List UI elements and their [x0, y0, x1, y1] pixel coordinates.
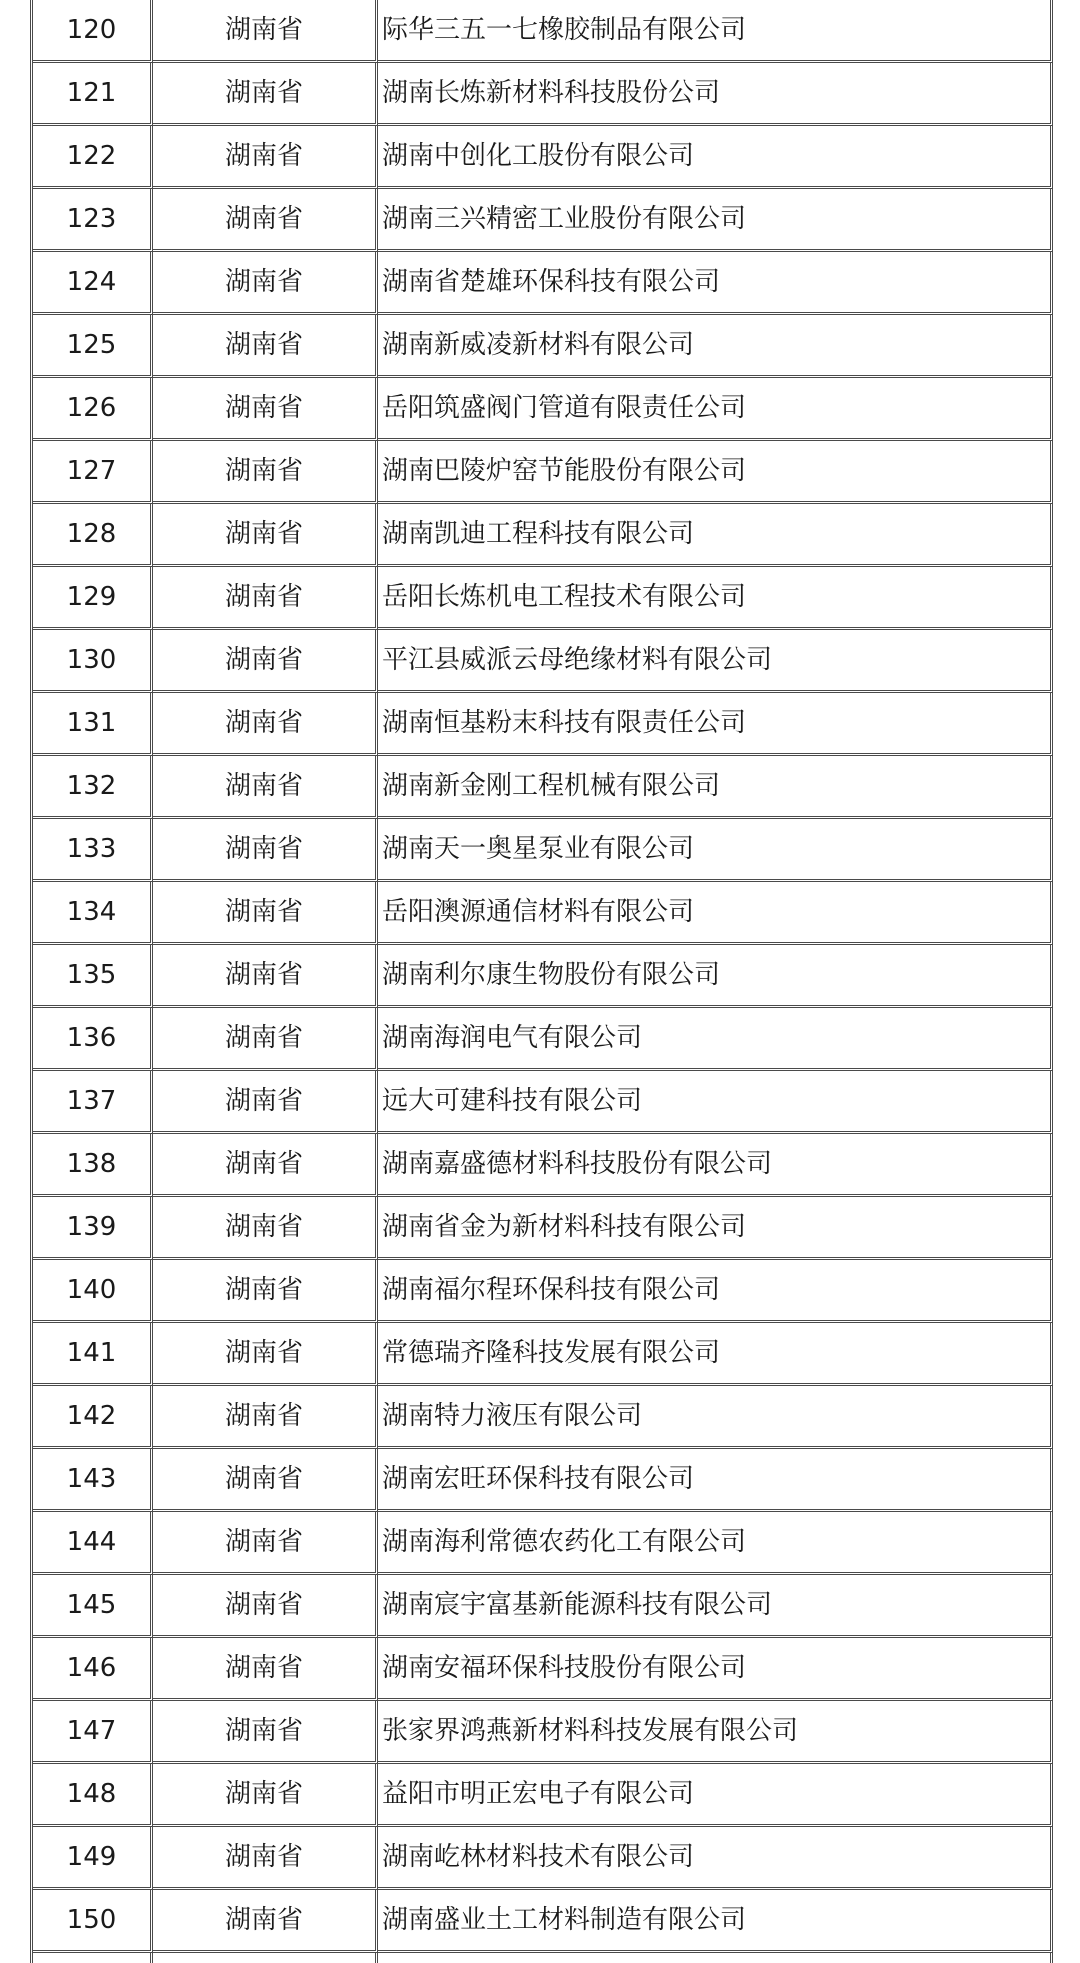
- company-name-cell: 湖南巴陵炉窑节能股份有限公司: [378, 441, 1053, 504]
- province-cell: 湖南省: [153, 1071, 378, 1134]
- table-row: [33, 1449, 1053, 1512]
- table-row: [33, 504, 1053, 567]
- table-row: [33, 1575, 1053, 1638]
- row-number-cell: 126: [33, 378, 153, 441]
- company-name-cell: 湖南宏旺环保科技有限公司: [378, 1449, 1053, 1512]
- company-list-sheet: [30, 0, 1050, 1963]
- table-row: [33, 567, 1053, 630]
- province-cell: 湖南省: [153, 882, 378, 945]
- row-number-cell: 142: [33, 1386, 153, 1449]
- table-row: [33, 819, 1053, 882]
- table-row: [33, 1764, 1053, 1827]
- province-cell: 湖南省: [153, 315, 378, 378]
- table-row: [33, 1512, 1053, 1575]
- province-cell: 湖南省: [153, 252, 378, 315]
- company-name-cell: 湖南新金刚工程机械有限公司: [378, 756, 1053, 819]
- table-row: [33, 1701, 1053, 1764]
- province-cell: 湖南省: [153, 1827, 378, 1890]
- company-name-cell: 湖南利尔康生物股份有限公司: [378, 945, 1053, 1008]
- province-cell: 湖南省: [153, 1764, 378, 1827]
- table-row: [33, 315, 1053, 378]
- row-number-cell: 145: [33, 1575, 153, 1638]
- company-name-cell: 湖南长炼新材料科技股份公司: [378, 63, 1053, 126]
- row-number-cell: 148: [33, 1764, 153, 1827]
- province-cell: 湖南省: [153, 1575, 378, 1638]
- row-number-cell: 125: [33, 315, 153, 378]
- table-row: [33, 1008, 1053, 1071]
- table-row: [33, 882, 1053, 945]
- table-row: [33, 1386, 1053, 1449]
- province-cell: 湖南省: [153, 189, 378, 252]
- table-row: [33, 441, 1053, 504]
- row-number-cell: 129: [33, 567, 153, 630]
- company-name-cell: 湖南海润电气有限公司: [378, 1008, 1053, 1071]
- company-name-cell: 平江县威派云母绝缘材料有限公司: [378, 630, 1053, 693]
- company-name-cell: 湖南凯迪工程科技有限公司: [378, 504, 1053, 567]
- company-name-cell: 湖南嘉盛德材料科技股份有限公司: [378, 1134, 1053, 1197]
- company-name-cell: 岳阳澳源通信材料有限公司: [378, 882, 1053, 945]
- row-number-cell: 134: [33, 882, 153, 945]
- table-row: [33, 1197, 1053, 1260]
- company-name-cell: 张家界鸿燕新材料科技发展有限公司: [378, 1701, 1053, 1764]
- row-number-cell: 120: [33, 0, 153, 63]
- province-cell: 湖南省: [153, 1701, 378, 1764]
- province-cell: 湖南省: [153, 504, 378, 567]
- company-name-cell: 岳阳筑盛阀门管道有限责任公司: [378, 378, 1053, 441]
- row-number-cell: 146: [33, 1638, 153, 1701]
- company-name-cell: 湖南盛业土工材料制造有限公司: [378, 1890, 1053, 1953]
- company-name-cell: 远大可建科技有限公司: [378, 1071, 1053, 1134]
- company-name-cell: 岳阳长炼机电工程技术有限公司: [378, 567, 1053, 630]
- row-number-cell: 132: [33, 756, 153, 819]
- province-cell: 湖南省: [153, 1386, 378, 1449]
- province-cell: 湖南省: [153, 693, 378, 756]
- company-name-cell: 益阳市明正宏电子有限公司: [378, 1764, 1053, 1827]
- company-name-cell: 湖南屹林材料技术有限公司: [378, 1827, 1053, 1890]
- table-row: [33, 1827, 1053, 1890]
- company-name-cell: 湖南恒基粉末科技有限责任公司: [378, 693, 1053, 756]
- table-row: [33, 126, 1053, 189]
- row-number-cell: 144: [33, 1512, 153, 1575]
- company-name-cell: 湖南新威凌新材料有限公司: [378, 315, 1053, 378]
- province-cell: 湖南省: [153, 1008, 378, 1071]
- table-row: [33, 756, 1053, 819]
- province-cell: 湖南省: [153, 1323, 378, 1386]
- province-cell: 湖南省: [153, 0, 378, 63]
- table-row: [33, 63, 1053, 126]
- company-name-cell: 湖南省金为新材料科技有限公司: [378, 1197, 1053, 1260]
- province-cell: 湖南省: [153, 1260, 378, 1323]
- empty-cell: [378, 1953, 1053, 1963]
- province-cell: 湖南省: [153, 1512, 378, 1575]
- table-row: [33, 630, 1053, 693]
- province-cell: 湖南省: [153, 567, 378, 630]
- province-cell: 湖南省: [153, 630, 378, 693]
- row-number-cell: 122: [33, 126, 153, 189]
- table-row: [33, 1638, 1053, 1701]
- company-name-cell: 湖南省楚雄环保科技有限公司: [378, 252, 1053, 315]
- company-name-cell: 湖南安福环保科技股份有限公司: [378, 1638, 1053, 1701]
- row-number-cell: 135: [33, 945, 153, 1008]
- row-number-cell: 128: [33, 504, 153, 567]
- table-row: [33, 1323, 1053, 1386]
- table-row-partial: [33, 1953, 1053, 1963]
- row-number-cell: 140: [33, 1260, 153, 1323]
- company-name-cell: 湖南三兴精密工业股份有限公司: [378, 189, 1053, 252]
- row-number-cell: 131: [33, 693, 153, 756]
- province-cell: 湖南省: [153, 1197, 378, 1260]
- row-number-cell: 123: [33, 189, 153, 252]
- province-cell: 湖南省: [153, 1890, 378, 1953]
- province-cell: 湖南省: [153, 441, 378, 504]
- company-name-cell: 常德瑞齐隆科技发展有限公司: [378, 1323, 1053, 1386]
- row-number-cell: 147: [33, 1701, 153, 1764]
- row-number-cell: 133: [33, 819, 153, 882]
- province-cell: 湖南省: [153, 945, 378, 1008]
- row-number-cell: 121: [33, 63, 153, 126]
- province-cell: 湖南省: [153, 126, 378, 189]
- row-number-cell: 127: [33, 441, 153, 504]
- row-number-cell: 150: [33, 1890, 153, 1953]
- province-cell: 湖南省: [153, 1449, 378, 1512]
- province-cell: 湖南省: [153, 378, 378, 441]
- table-row: [33, 1134, 1053, 1197]
- province-cell: 湖南省: [153, 819, 378, 882]
- province-cell: 湖南省: [153, 1638, 378, 1701]
- row-number-cell: 139: [33, 1197, 153, 1260]
- company-name-cell: 湖南宸宇富基新能源科技有限公司: [378, 1575, 1053, 1638]
- company-name-cell: 际华三五一七橡胶制品有限公司: [378, 0, 1053, 63]
- table-row: [33, 1890, 1053, 1953]
- company-name-cell: 湖南海利常德农药化工有限公司: [378, 1512, 1053, 1575]
- empty-cell: [33, 1953, 153, 1963]
- province-cell: 湖南省: [153, 63, 378, 126]
- row-number-cell: 130: [33, 630, 153, 693]
- row-number-cell: 136: [33, 1008, 153, 1071]
- province-cell: 湖南省: [153, 1134, 378, 1197]
- table-row: [33, 252, 1053, 315]
- table-row: [33, 189, 1053, 252]
- table-row: [33, 0, 1053, 63]
- company-table: [30, 0, 1053, 1963]
- table-row: [33, 1071, 1053, 1134]
- table-row: [33, 378, 1053, 441]
- table-row: [33, 945, 1053, 1008]
- row-number-cell: 137: [33, 1071, 153, 1134]
- table-row: [33, 693, 1053, 756]
- empty-cell: [153, 1953, 378, 1963]
- company-name-cell: 湖南福尔程环保科技有限公司: [378, 1260, 1053, 1323]
- row-number-cell: 138: [33, 1134, 153, 1197]
- row-number-cell: 124: [33, 252, 153, 315]
- company-table-body: [33, 0, 1053, 1963]
- row-number-cell: 149: [33, 1827, 153, 1890]
- company-name-cell: 湖南中创化工股份有限公司: [378, 126, 1053, 189]
- row-number-cell: 143: [33, 1449, 153, 1512]
- row-number-cell: 141: [33, 1323, 153, 1386]
- province-cell: 湖南省: [153, 756, 378, 819]
- company-name-cell: 湖南天一奥星泵业有限公司: [378, 819, 1053, 882]
- company-name-cell: 湖南特力液压有限公司: [378, 1386, 1053, 1449]
- table-row: [33, 1260, 1053, 1323]
